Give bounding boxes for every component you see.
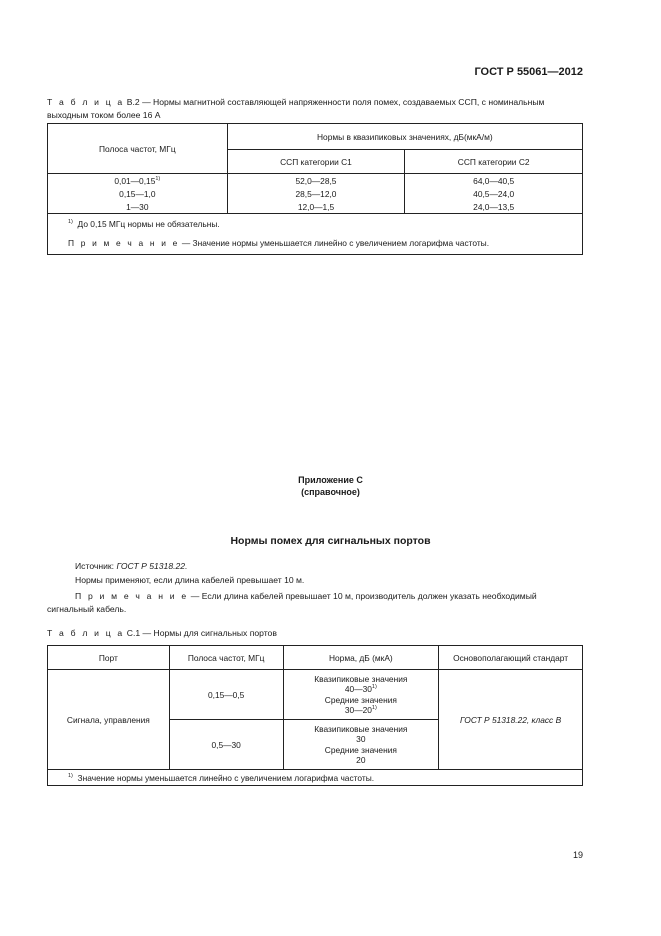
port-cell: Сигнала, управления — [48, 670, 170, 770]
table-row — [48, 188, 583, 201]
table-footer — [48, 214, 583, 255]
col-freq-header: Полоса частот, МГц — [48, 124, 228, 174]
caption-prefix: Т а б л и ц а — [47, 97, 125, 107]
table-note: П р и м е ч а н и е — Значение нормы уменьшается линейно с увеличением логарифма частоты. — [68, 238, 490, 248]
footnote: $^{1)}$ Значение нормы уменьшается линейно с увеличением логарифма частоты. — [48, 770, 583, 786]
col-norms-header: Нормы в квазипиковых значениях, дБ(мкА/м) — [227, 124, 582, 150]
appendix-heading: Нормы помех для сигнальных портов — [230, 535, 431, 547]
c1-cell: 12,0—1,5 — [227, 201, 405, 214]
footnote: $^{1)}$ До 0,15 МГц нормы не обязательны. — [68, 219, 220, 229]
page-number: 19 — [572, 850, 583, 860]
freq-cell: 0,15—1,0 — [48, 188, 228, 201]
table-row — [48, 201, 583, 214]
document-id: ГОСТ Р 55061—2012 — [474, 66, 583, 78]
c2-cell: 24,0—13,5 — [405, 201, 583, 214]
col-port-header: Порт — [48, 646, 170, 670]
freq-cell: 0,5—30 — [169, 720, 283, 770]
applicability-line: Нормы применяют, если длина кабелей превышает 10 м. — [75, 575, 305, 585]
table-row — [48, 670, 583, 720]
c2-cell: 40,5—24,0 — [405, 188, 583, 201]
norm-cell: Квазипиковые значения 40—30$^{1)}$ Средние значения 30—20$^{1)}$ — [283, 670, 439, 720]
c1-cell: 52,0—28,5 — [227, 174, 405, 188]
table-c1-caption: Т а б л и ц а С.1 — Нормы для сигнальных портов — [47, 628, 277, 638]
norm-cell: Квазипиковые значения 30 Средние значения 20 — [283, 720, 439, 770]
col-c2-header: ССП категории С2 — [405, 150, 583, 174]
appendix-note: П р и м е ч а н и е — Если длина кабелей превышает 10 м, производитель должен указать необходимый сигнальный кабель. — [47, 591, 537, 614]
source-ref: ГОСТ Р 51318.22. — [116, 561, 188, 571]
table-c1 — [47, 645, 583, 786]
col-freq-header: Полоса частот, МГц — [169, 646, 283, 670]
freq-cell: 1—30 — [48, 201, 228, 214]
table-b2-caption — [47, 96, 584, 122]
col-c1-header: ССП категории С1 — [227, 150, 405, 174]
table-row — [48, 174, 583, 188]
appendix-subtitle: (справочное) — [301, 487, 360, 497]
appendix-title: Приложение С — [298, 475, 363, 485]
table-footer — [48, 770, 583, 786]
col-norm-header: Норма, дБ (мкА) — [283, 646, 439, 670]
freq-cell: 0,01—0,15$^{1)}$ — [48, 174, 228, 188]
col-std-header: Основополагающий стандарт — [439, 646, 583, 670]
freq-cell: 0,15—0,5 — [169, 670, 283, 720]
c1-cell: 28,5—12,0 — [227, 188, 405, 201]
c2-cell: 64,0—40,5 — [405, 174, 583, 188]
source-line: Источник: ГОСТ Р 51318.22. — [75, 561, 188, 571]
table-b2 — [47, 123, 583, 255]
standard-cell: ГОСТ Р 51318.22, класс В — [439, 670, 583, 770]
caption-text: В.2 — Нормы магнитной составляющей напряженности поля помех, создаваемых ССП, с номинальным выходным током более 16 А — [47, 97, 545, 120]
